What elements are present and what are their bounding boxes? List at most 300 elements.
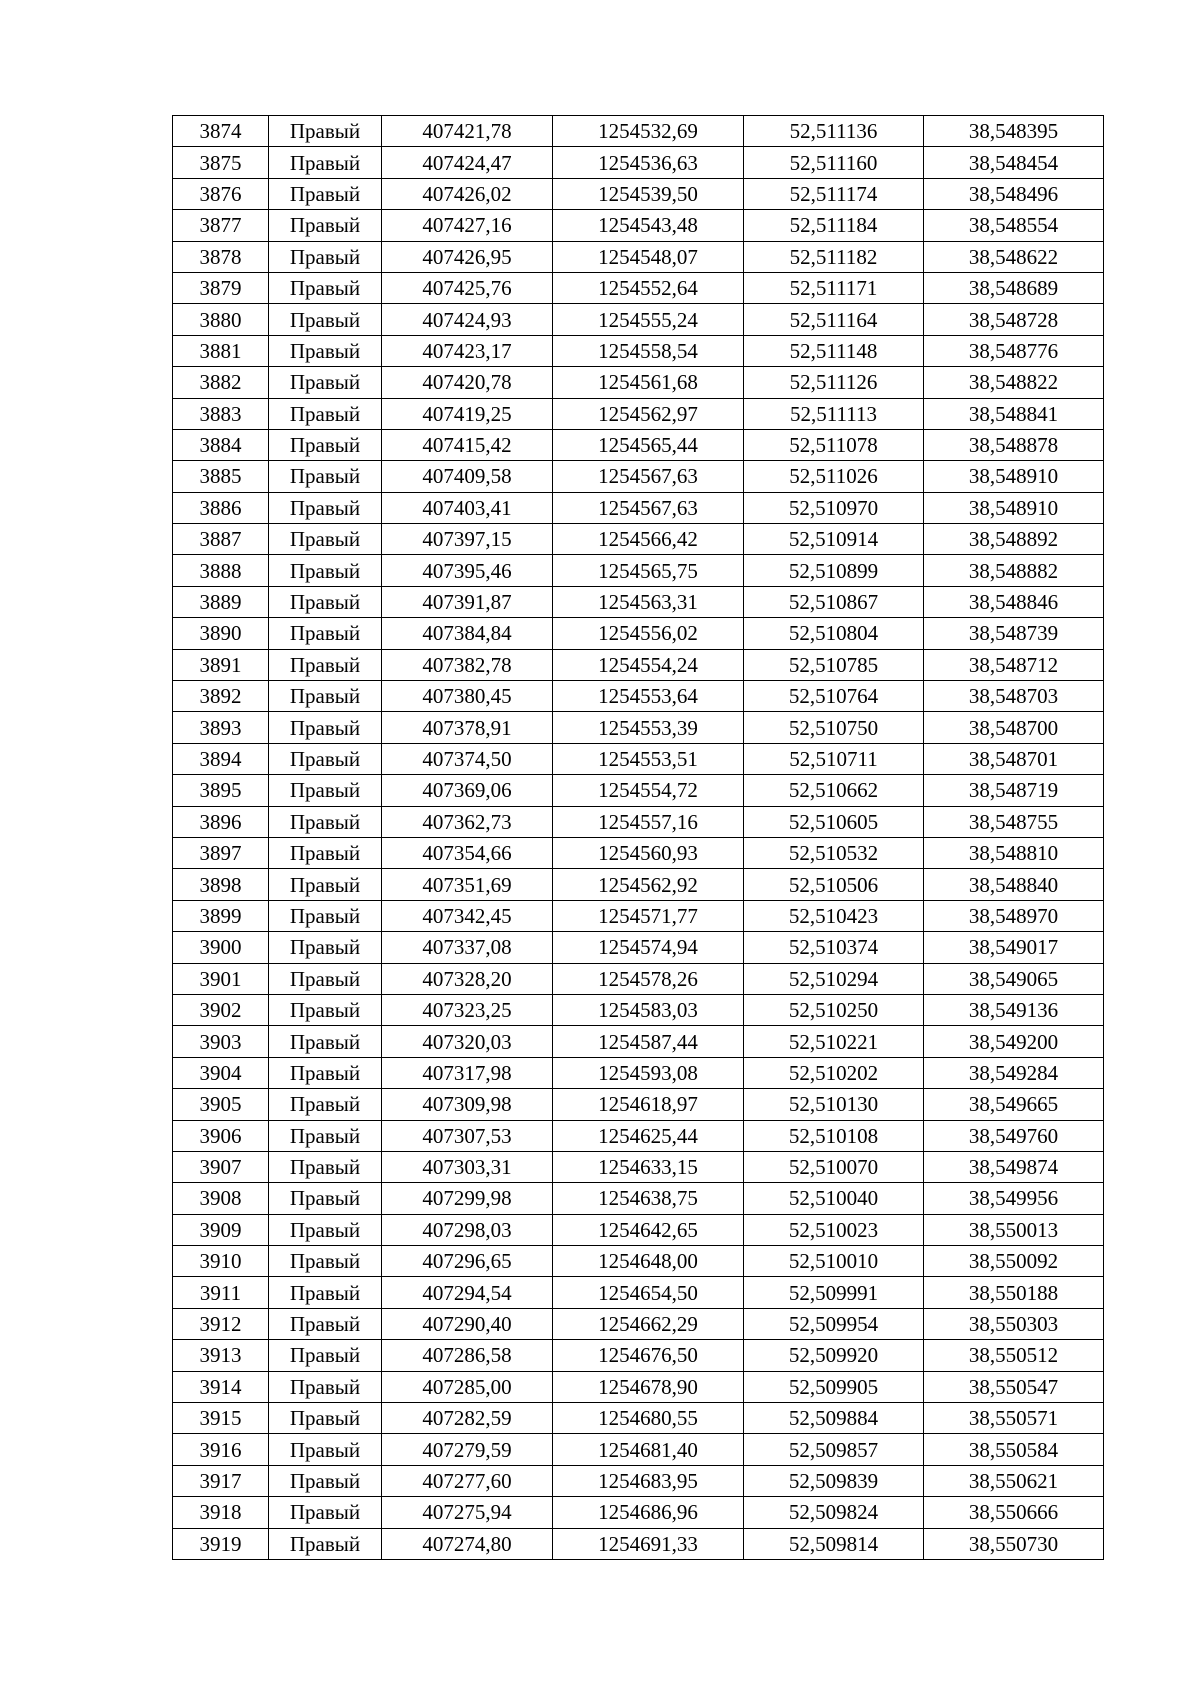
table-row [173, 1434, 1104, 1465]
longitude-cell: 38,550303 [924, 1308, 1104, 1339]
side-cell: Правый [269, 900, 382, 931]
longitude-cell: 38,548700 [924, 712, 1104, 743]
side-cell: Правый [269, 524, 382, 555]
latitude-cell: 52,510750 [744, 712, 924, 743]
point-number-cell: 3905 [173, 1089, 269, 1120]
point-number-cell: 3896 [173, 806, 269, 837]
longitude-cell: 38,548822 [924, 367, 1104, 398]
latitude-cell: 52,511126 [744, 367, 924, 398]
y-coordinate-cell: 1254543,48 [553, 210, 744, 241]
table-row [173, 1528, 1104, 1559]
side-cell: Правый [269, 1465, 382, 1496]
side-cell: Правый [269, 1214, 382, 1245]
y-coordinate-cell: 1254563,31 [553, 586, 744, 617]
latitude-cell: 52,510250 [744, 994, 924, 1025]
latitude-cell: 52,510605 [744, 806, 924, 837]
longitude-cell: 38,548840 [924, 869, 1104, 900]
longitude-cell: 38,549956 [924, 1183, 1104, 1214]
table-row [173, 1057, 1104, 1088]
point-number-cell: 3914 [173, 1371, 269, 1402]
y-coordinate-cell: 1254557,16 [553, 806, 744, 837]
table-row [173, 1465, 1104, 1496]
latitude-cell: 52,510423 [744, 900, 924, 931]
longitude-cell: 38,549665 [924, 1089, 1104, 1120]
table-row [173, 1246, 1104, 1277]
longitude-cell: 38,548719 [924, 775, 1104, 806]
x-coordinate-cell: 407274,80 [382, 1528, 553, 1559]
longitude-cell: 38,548554 [924, 210, 1104, 241]
y-coordinate-cell: 1254567,63 [553, 492, 744, 523]
latitude-cell: 52,510374 [744, 932, 924, 963]
point-number-cell: 3906 [173, 1120, 269, 1151]
latitude-cell: 52,510202 [744, 1057, 924, 1088]
longitude-cell: 38,548776 [924, 335, 1104, 366]
table-row [173, 1371, 1104, 1402]
latitude-cell: 52,511174 [744, 178, 924, 209]
side-cell: Правый [269, 1434, 382, 1465]
y-coordinate-cell: 1254680,55 [553, 1403, 744, 1434]
latitude-cell: 52,510914 [744, 524, 924, 555]
table-row [173, 586, 1104, 617]
side-cell: Правый [269, 272, 382, 303]
y-coordinate-cell: 1254618,97 [553, 1089, 744, 1120]
table-row [173, 681, 1104, 712]
point-number-cell: 3876 [173, 178, 269, 209]
y-coordinate-cell: 1254587,44 [553, 1026, 744, 1057]
table-row [173, 210, 1104, 241]
y-coordinate-cell: 1254556,02 [553, 618, 744, 649]
y-coordinate-cell: 1254565,44 [553, 429, 744, 460]
side-cell: Правый [269, 1371, 382, 1402]
point-number-cell: 3889 [173, 586, 269, 617]
longitude-cell: 38,548739 [924, 618, 1104, 649]
point-number-cell: 3893 [173, 712, 269, 743]
y-coordinate-cell: 1254625,44 [553, 1120, 744, 1151]
longitude-cell: 38,548728 [924, 304, 1104, 335]
x-coordinate-cell: 407286,58 [382, 1340, 553, 1371]
point-number-cell: 3890 [173, 618, 269, 649]
y-coordinate-cell: 1254552,64 [553, 272, 744, 303]
side-cell: Правый [269, 932, 382, 963]
y-coordinate-cell: 1254553,64 [553, 681, 744, 712]
side-cell: Правый [269, 806, 382, 837]
y-coordinate-cell: 1254539,50 [553, 178, 744, 209]
x-coordinate-cell: 407421,78 [382, 116, 553, 147]
point-number-cell: 3911 [173, 1277, 269, 1308]
point-number-cell: 3918 [173, 1497, 269, 1528]
x-coordinate-cell: 407342,45 [382, 900, 553, 931]
latitude-cell: 52,511078 [744, 429, 924, 460]
table-row [173, 649, 1104, 680]
x-coordinate-cell: 407309,98 [382, 1089, 553, 1120]
x-coordinate-cell: 407424,47 [382, 147, 553, 178]
longitude-cell: 38,548622 [924, 241, 1104, 272]
latitude-cell: 52,510867 [744, 586, 924, 617]
side-cell: Правый [269, 1183, 382, 1214]
point-number-cell: 3903 [173, 1026, 269, 1057]
latitude-cell: 52,510010 [744, 1246, 924, 1277]
x-coordinate-cell: 407423,17 [382, 335, 553, 366]
side-cell: Правый [269, 398, 382, 429]
side-cell: Правый [269, 775, 382, 806]
point-number-cell: 3877 [173, 210, 269, 241]
y-coordinate-cell: 1254567,63 [553, 461, 744, 492]
latitude-cell: 52,510899 [744, 555, 924, 586]
table-row [173, 900, 1104, 931]
x-coordinate-cell: 407395,46 [382, 555, 553, 586]
x-coordinate-cell: 407354,66 [382, 837, 553, 868]
longitude-cell: 38,548701 [924, 743, 1104, 774]
side-cell: Правый [269, 1120, 382, 1151]
side-cell: Правый [269, 1308, 382, 1339]
table-row [173, 398, 1104, 429]
y-coordinate-cell: 1254555,24 [553, 304, 744, 335]
longitude-cell: 38,549284 [924, 1057, 1104, 1088]
latitude-cell: 52,510108 [744, 1120, 924, 1151]
side-cell: Правый [269, 492, 382, 523]
table-row [173, 618, 1104, 649]
point-number-cell: 3883 [173, 398, 269, 429]
latitude-cell: 52,511160 [744, 147, 924, 178]
table-row [173, 1340, 1104, 1371]
point-number-cell: 3916 [173, 1434, 269, 1465]
longitude-cell: 38,548970 [924, 900, 1104, 931]
longitude-cell: 38,548882 [924, 555, 1104, 586]
side-cell: Правый [269, 555, 382, 586]
y-coordinate-cell: 1254554,72 [553, 775, 744, 806]
x-coordinate-cell: 407299,98 [382, 1183, 553, 1214]
latitude-cell: 52,509991 [744, 1277, 924, 1308]
table-row [173, 712, 1104, 743]
longitude-cell: 38,549200 [924, 1026, 1104, 1057]
side-cell: Правый [269, 304, 382, 335]
table-row [173, 806, 1104, 837]
point-number-cell: 3885 [173, 461, 269, 492]
y-coordinate-cell: 1254532,69 [553, 116, 744, 147]
point-number-cell: 3919 [173, 1528, 269, 1559]
x-coordinate-cell: 407425,76 [382, 272, 553, 303]
x-coordinate-cell: 407323,25 [382, 994, 553, 1025]
x-coordinate-cell: 407362,73 [382, 806, 553, 837]
x-coordinate-cell: 407294,54 [382, 1277, 553, 1308]
x-coordinate-cell: 407397,15 [382, 524, 553, 555]
longitude-cell: 38,550571 [924, 1403, 1104, 1434]
latitude-cell: 52,511171 [744, 272, 924, 303]
latitude-cell: 52,511136 [744, 116, 924, 147]
y-coordinate-cell: 1254566,42 [553, 524, 744, 555]
x-coordinate-cell: 407384,84 [382, 618, 553, 649]
x-coordinate-cell: 407419,25 [382, 398, 553, 429]
point-number-cell: 3907 [173, 1151, 269, 1182]
side-cell: Правый [269, 1057, 382, 1088]
latitude-cell: 52,511164 [744, 304, 924, 335]
y-coordinate-cell: 1254548,07 [553, 241, 744, 272]
point-number-cell: 3892 [173, 681, 269, 712]
y-coordinate-cell: 1254686,96 [553, 1497, 744, 1528]
y-coordinate-cell: 1254633,15 [553, 1151, 744, 1182]
y-coordinate-cell: 1254691,33 [553, 1528, 744, 1559]
table-row [173, 304, 1104, 335]
latitude-cell: 52,511113 [744, 398, 924, 429]
table-row [173, 555, 1104, 586]
x-coordinate-cell: 407328,20 [382, 963, 553, 994]
longitude-cell: 38,548689 [924, 272, 1104, 303]
longitude-cell: 38,550584 [924, 1434, 1104, 1465]
side-cell: Правый [269, 1089, 382, 1120]
x-coordinate-cell: 407427,16 [382, 210, 553, 241]
table-row [173, 1183, 1104, 1214]
table-row [173, 1151, 1104, 1182]
longitude-cell: 38,548755 [924, 806, 1104, 837]
longitude-cell: 38,549065 [924, 963, 1104, 994]
point-number-cell: 3902 [173, 994, 269, 1025]
longitude-cell: 38,550092 [924, 1246, 1104, 1277]
side-cell: Правый [269, 147, 382, 178]
x-coordinate-cell: 407296,65 [382, 1246, 553, 1277]
longitude-cell: 38,548712 [924, 649, 1104, 680]
longitude-cell: 38,550621 [924, 1465, 1104, 1496]
latitude-cell: 52,509954 [744, 1308, 924, 1339]
side-cell: Правый [269, 994, 382, 1025]
table-row [173, 1026, 1104, 1057]
longitude-cell: 38,548703 [924, 681, 1104, 712]
x-coordinate-cell: 407403,41 [382, 492, 553, 523]
y-coordinate-cell: 1254571,77 [553, 900, 744, 931]
longitude-cell: 38,550188 [924, 1277, 1104, 1308]
longitude-cell: 38,549874 [924, 1151, 1104, 1182]
side-cell: Правый [269, 712, 382, 743]
longitude-cell: 38,548910 [924, 492, 1104, 523]
longitude-cell: 38,548878 [924, 429, 1104, 460]
table-row [173, 147, 1104, 178]
y-coordinate-cell: 1254562,97 [553, 398, 744, 429]
coordinates-table [172, 115, 1104, 1560]
side-cell: Правый [269, 681, 382, 712]
latitude-cell: 52,510532 [744, 837, 924, 868]
longitude-cell: 38,548496 [924, 178, 1104, 209]
latitude-cell: 52,510130 [744, 1089, 924, 1120]
y-coordinate-cell: 1254561,68 [553, 367, 744, 398]
y-coordinate-cell: 1254654,50 [553, 1277, 744, 1308]
longitude-cell: 38,548810 [924, 837, 1104, 868]
latitude-cell: 52,509857 [744, 1434, 924, 1465]
latitude-cell: 52,510970 [744, 492, 924, 523]
point-number-cell: 3908 [173, 1183, 269, 1214]
latitude-cell: 52,510221 [744, 1026, 924, 1057]
y-coordinate-cell: 1254662,29 [553, 1308, 744, 1339]
side-cell: Правый [269, 1497, 382, 1528]
longitude-cell: 38,548910 [924, 461, 1104, 492]
longitude-cell: 38,550512 [924, 1340, 1104, 1371]
y-coordinate-cell: 1254574,94 [553, 932, 744, 963]
side-cell: Правый [269, 461, 382, 492]
x-coordinate-cell: 407285,00 [382, 1371, 553, 1402]
point-number-cell: 3904 [173, 1057, 269, 1088]
point-number-cell: 3895 [173, 775, 269, 806]
latitude-cell: 52,510070 [744, 1151, 924, 1182]
latitude-cell: 52,510785 [744, 649, 924, 680]
x-coordinate-cell: 407426,95 [382, 241, 553, 272]
side-cell: Правый [269, 367, 382, 398]
table-row [173, 1277, 1104, 1308]
side-cell: Правый [269, 1528, 382, 1559]
table-row [173, 1308, 1104, 1339]
y-coordinate-cell: 1254676,50 [553, 1340, 744, 1371]
longitude-cell: 38,548395 [924, 116, 1104, 147]
table-row [173, 1120, 1104, 1151]
latitude-cell: 52,509905 [744, 1371, 924, 1402]
point-number-cell: 3891 [173, 649, 269, 680]
point-number-cell: 3917 [173, 1465, 269, 1496]
table-row [173, 1214, 1104, 1245]
latitude-cell: 52,510711 [744, 743, 924, 774]
table-row [173, 869, 1104, 900]
table-row [173, 272, 1104, 303]
y-coordinate-cell: 1254681,40 [553, 1434, 744, 1465]
x-coordinate-cell: 407282,59 [382, 1403, 553, 1434]
point-number-cell: 3887 [173, 524, 269, 555]
table-row [173, 932, 1104, 963]
longitude-cell: 38,548846 [924, 586, 1104, 617]
latitude-cell: 52,509839 [744, 1465, 924, 1496]
x-coordinate-cell: 407320,03 [382, 1026, 553, 1057]
x-coordinate-cell: 407337,08 [382, 932, 553, 963]
side-cell: Правый [269, 1151, 382, 1182]
longitude-cell: 38,550730 [924, 1528, 1104, 1559]
x-coordinate-cell: 407303,31 [382, 1151, 553, 1182]
latitude-cell: 52,509884 [744, 1403, 924, 1434]
x-coordinate-cell: 407426,02 [382, 178, 553, 209]
table-row [173, 524, 1104, 555]
latitude-cell: 52,511184 [744, 210, 924, 241]
side-cell: Правый [269, 1026, 382, 1057]
longitude-cell: 38,548892 [924, 524, 1104, 555]
point-number-cell: 3901 [173, 963, 269, 994]
y-coordinate-cell: 1254578,26 [553, 963, 744, 994]
side-cell: Правый [269, 116, 382, 147]
longitude-cell: 38,549136 [924, 994, 1104, 1025]
x-coordinate-cell: 407380,45 [382, 681, 553, 712]
x-coordinate-cell: 407374,50 [382, 743, 553, 774]
table-row [173, 178, 1104, 209]
y-coordinate-cell: 1254553,39 [553, 712, 744, 743]
table-row [173, 1497, 1104, 1528]
side-cell: Правый [269, 743, 382, 774]
point-number-cell: 3900 [173, 932, 269, 963]
latitude-cell: 52,510506 [744, 869, 924, 900]
latitude-cell: 52,510804 [744, 618, 924, 649]
point-number-cell: 3884 [173, 429, 269, 460]
point-number-cell: 3874 [173, 116, 269, 147]
y-coordinate-cell: 1254554,24 [553, 649, 744, 680]
table-row [173, 116, 1104, 147]
x-coordinate-cell: 407290,40 [382, 1308, 553, 1339]
longitude-cell: 38,549017 [924, 932, 1104, 963]
side-cell: Правый [269, 241, 382, 272]
table-row [173, 775, 1104, 806]
latitude-cell: 52,510040 [744, 1183, 924, 1214]
side-cell: Правый [269, 429, 382, 460]
y-coordinate-cell: 1254562,92 [553, 869, 744, 900]
point-number-cell: 3898 [173, 869, 269, 900]
side-cell: Правый [269, 586, 382, 617]
point-number-cell: 3888 [173, 555, 269, 586]
x-coordinate-cell: 407298,03 [382, 1214, 553, 1245]
x-coordinate-cell: 407424,93 [382, 304, 553, 335]
latitude-cell: 52,509814 [744, 1528, 924, 1559]
side-cell: Правый [269, 1340, 382, 1371]
longitude-cell: 38,550547 [924, 1371, 1104, 1402]
point-number-cell: 3878 [173, 241, 269, 272]
x-coordinate-cell: 407415,42 [382, 429, 553, 460]
latitude-cell: 52,510764 [744, 681, 924, 712]
x-coordinate-cell: 407382,78 [382, 649, 553, 680]
y-coordinate-cell: 1254536,63 [553, 147, 744, 178]
point-number-cell: 3886 [173, 492, 269, 523]
side-cell: Правый [269, 335, 382, 366]
table-row [173, 1403, 1104, 1434]
y-coordinate-cell: 1254583,03 [553, 994, 744, 1025]
point-number-cell: 3912 [173, 1308, 269, 1339]
table-row [173, 241, 1104, 272]
point-number-cell: 3894 [173, 743, 269, 774]
x-coordinate-cell: 407275,94 [382, 1497, 553, 1528]
point-number-cell: 3897 [173, 837, 269, 868]
latitude-cell: 52,510662 [744, 775, 924, 806]
point-number-cell: 3875 [173, 147, 269, 178]
side-cell: Правый [269, 1277, 382, 1308]
x-coordinate-cell: 407378,91 [382, 712, 553, 743]
x-coordinate-cell: 407409,58 [382, 461, 553, 492]
side-cell: Правый [269, 649, 382, 680]
x-coordinate-cell: 407391,87 [382, 586, 553, 617]
point-number-cell: 3899 [173, 900, 269, 931]
y-coordinate-cell: 1254593,08 [553, 1057, 744, 1088]
x-coordinate-cell: 407307,53 [382, 1120, 553, 1151]
table-row [173, 367, 1104, 398]
table-row [173, 429, 1104, 460]
point-number-cell: 3909 [173, 1214, 269, 1245]
longitude-cell: 38,548454 [924, 147, 1104, 178]
table-row [173, 743, 1104, 774]
x-coordinate-cell: 407369,06 [382, 775, 553, 806]
y-coordinate-cell: 1254642,65 [553, 1214, 744, 1245]
point-number-cell: 3879 [173, 272, 269, 303]
point-number-cell: 3881 [173, 335, 269, 366]
x-coordinate-cell: 407277,60 [382, 1465, 553, 1496]
latitude-cell: 52,511026 [744, 461, 924, 492]
point-number-cell: 3882 [173, 367, 269, 398]
latitude-cell: 52,510294 [744, 963, 924, 994]
x-coordinate-cell: 407351,69 [382, 869, 553, 900]
latitude-cell: 52,509920 [744, 1340, 924, 1371]
side-cell: Правый [269, 869, 382, 900]
side-cell: Правый [269, 1403, 382, 1434]
y-coordinate-cell: 1254553,51 [553, 743, 744, 774]
table-row [173, 335, 1104, 366]
latitude-cell: 52,511148 [744, 335, 924, 366]
table-row [173, 492, 1104, 523]
latitude-cell: 52,509824 [744, 1497, 924, 1528]
latitude-cell: 52,510023 [744, 1214, 924, 1245]
longitude-cell: 38,550666 [924, 1497, 1104, 1528]
x-coordinate-cell: 407279,59 [382, 1434, 553, 1465]
table-row [173, 994, 1104, 1025]
latitude-cell: 52,511182 [744, 241, 924, 272]
y-coordinate-cell: 1254638,75 [553, 1183, 744, 1214]
side-cell: Правый [269, 178, 382, 209]
side-cell: Правый [269, 618, 382, 649]
